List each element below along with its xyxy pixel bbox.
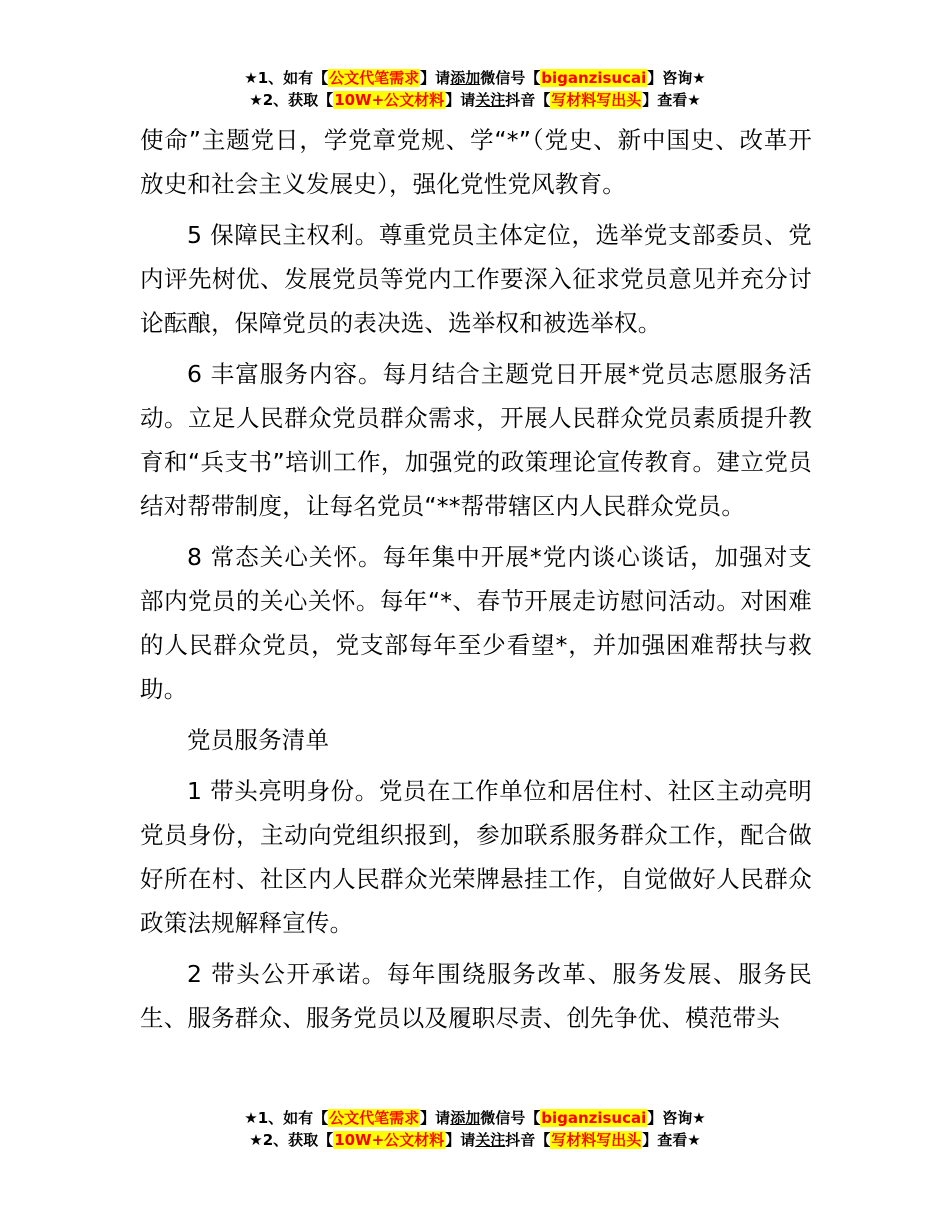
paragraph: 8 常态关心关怀。每年集中开展*党内谈心谈话，加强对支部内党员的关心关怀。每年“*、春节开展走访慰问活动。对困难的人民群众党员，党支部每年至少看望*，并加强困难帮扶与救助。 (140, 543, 812, 703)
paragraph: 2 带头公开承诺。每年围绕服务改革、服务发展、服务民生、服务群众、服务党员以及履职尽责、创先争优、模范带头 (140, 960, 812, 1032)
banner-highlight: biganzisucai (541, 1109, 647, 1127)
banner-line-2: ★2、获取【10W+公文材料】请关注抖音【写材料写出头】查看★ (249, 91, 701, 109)
banner-highlight: 公文代笔需求 (329, 69, 420, 87)
banner-highlight: 公文代笔需求 (329, 1109, 420, 1127)
header-banner (0, 67, 950, 111)
paragraph: 使命”主题党日，学党章党规、学“*”（党史、新中国史、改革开放史和社会主义发展史），强化党性党风教育。 (140, 126, 812, 198)
banner-line-1: ★1、如有【公文代笔需求】请添加微信号【biganzisucai】咨询★ (244, 69, 706, 87)
section-heading: 党员服务清单 (187, 726, 330, 754)
footer-banner (0, 1107, 950, 1151)
banner-line-1: ★1、如有【公文代笔需求】请添加微信号【biganzisucai】咨询★ (244, 1109, 706, 1127)
paragraph: 1 带头亮明身份。党员在工作单位和居住村、社区主动亮明党员身份，主动向党组织报到，参加联系服务群众工作，配合做好所在村、社区内人民群众光荣牌悬挂工作，自觉做好人民群众政策法规解释宣传。 (140, 777, 812, 937)
paragraph: 5 保障民主权利。尊重党员主体定位，选举党支部委员、党内评先树优、发展党员等党内工作要深入征求党员意见并充分讨论酝酿，保障党员的表决选、选举权和被选举权。 (140, 221, 812, 337)
banner-line-2: ★2、获取【10W+公文材料】请关注抖音【写材料写出头】查看★ (249, 1131, 701, 1149)
banner-highlight: 10W+公文材料 (334, 91, 445, 109)
banner-highlight: 10W+公文材料 (334, 1131, 445, 1149)
document-body (140, 118, 812, 1047)
banner-highlight: 写材料写出头 (551, 91, 642, 109)
paragraph: 6 丰富服务内容。每月结合主题党日开展*党员志愿服务活动。立足人民群众党员群众需求，开展人民群众党员素质提升教育和“兵支书”培训工作，加强党的政策理论宣传教育。建立党员结对帮带制度，让每名党员“**帮带辖区内人民群众党员。 (140, 360, 812, 520)
banner-highlight: biganzisucai (541, 69, 647, 87)
banner-highlight: 写材料写出头 (551, 1131, 642, 1149)
